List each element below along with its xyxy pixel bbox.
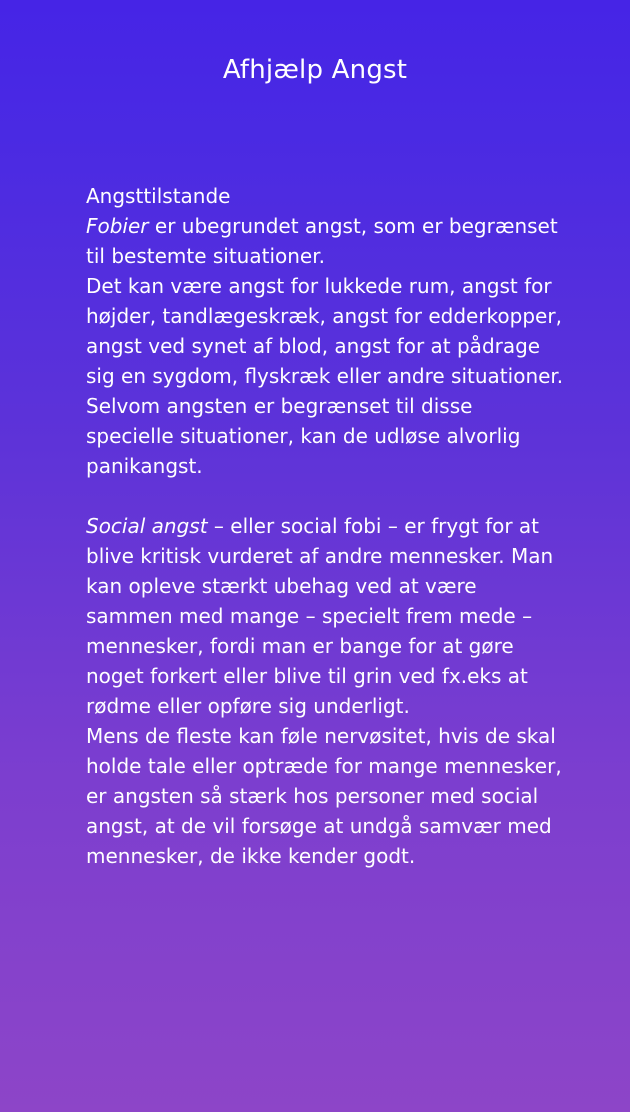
article-heading: Angsttilstande bbox=[86, 184, 231, 208]
fobier-text: er ubegrundet angst, som er begrænset til bestemte situationer. bbox=[86, 214, 558, 268]
fobier-term: Fobier bbox=[86, 214, 149, 238]
social-angst-paragraph bbox=[86, 511, 566, 721]
paragraph-spacer bbox=[86, 481, 566, 511]
fobier-panic-paragraph: Selvom angsten er begrænset til disse specielle situationer, kan de udløse alvorlig panikangst. bbox=[86, 394, 521, 478]
fobier-examples-paragraph: Det kan være angst for lukkede rum, angst for højder, tandlægeskræk, angst for edderkopper, angst ved synet af blod, angst for at pådrage sig en sygdom, flyskræk eller andre situationer. bbox=[86, 274, 564, 388]
social-angst-term: Social angst bbox=[86, 514, 208, 538]
article-content bbox=[86, 181, 566, 871]
social-angst-text: – eller social fobi – er frygt for at blive kritisk vurderet af andre mennesker. Man kan opleve stærkt ubehag ved at være sammen med mange – specielt frem mede – mennesker, fordi man er bange for at gøre noget forkert eller blive til grin ved fx.eks at rødme eller opføre sig underligt. bbox=[86, 514, 554, 718]
social-angst-avoidance-paragraph: Mens de fleste kan føle nervøsitet, hvis de skal holde tale eller optræde for mange mennesker, er angsten så stærk hos personer med social angst, at de vil forsøge at undgå samvær med mennesker, de ikke kender godt. bbox=[86, 724, 562, 868]
page-title: Afhjælp Angst bbox=[222, 55, 408, 85]
fobier-paragraph bbox=[86, 211, 566, 271]
